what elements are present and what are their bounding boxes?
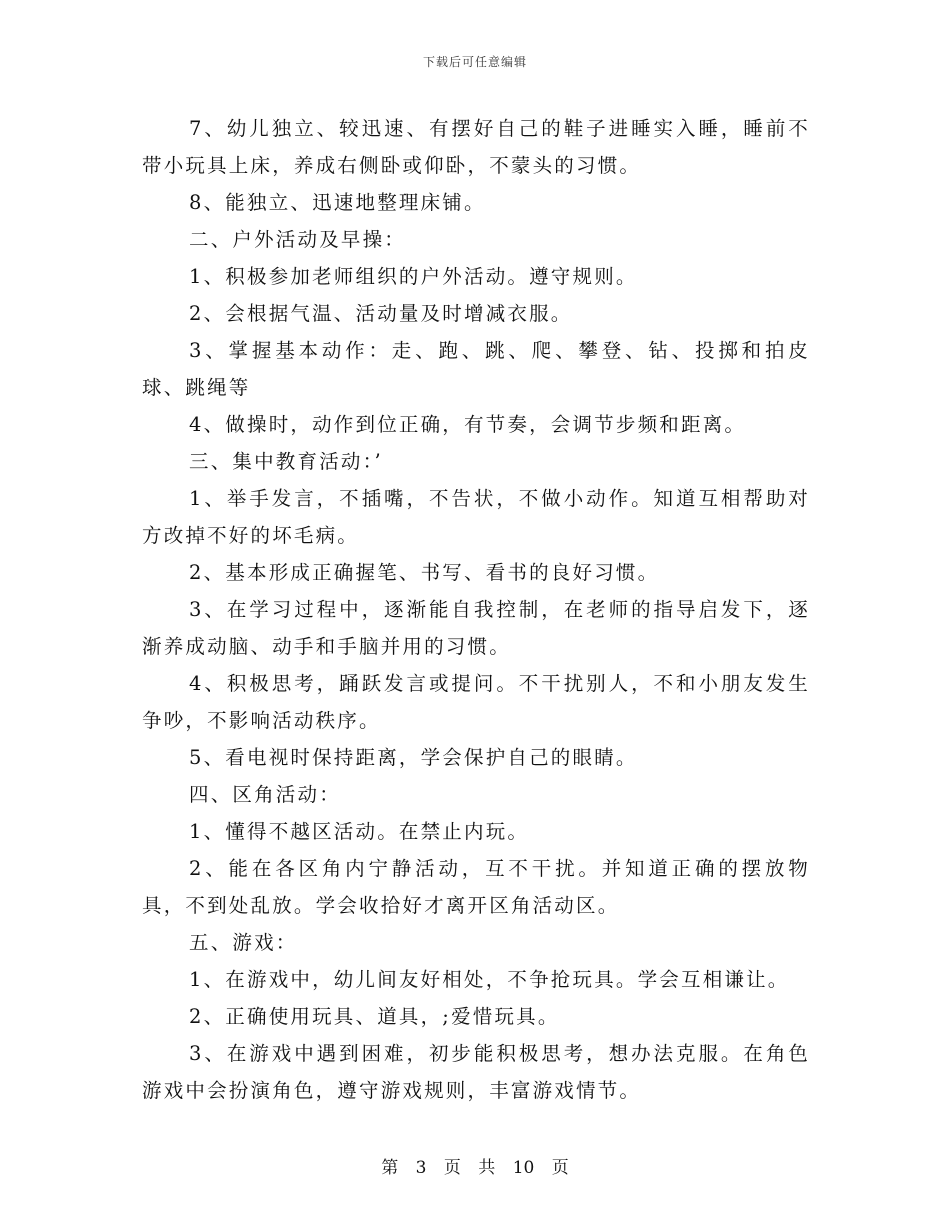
paragraph: 3、掌握基本动作：走、跑、跳、爬、攀登、钻、投掷和拍皮球、跳绳等 xyxy=(142,339,810,399)
paragraph: 1、在游戏中，幼儿间友好相处，不争抢玩具。学会互相谦让。 xyxy=(189,968,790,991)
footer-total-word: 共 xyxy=(478,1158,496,1178)
section-heading: 四、区角活动： xyxy=(189,783,341,806)
document-body xyxy=(142,110,810,1109)
paragraph: 5、看电视时保持距离，学会保护自己的眼睛。 xyxy=(189,746,638,769)
header-note: 下载后可任意编辑 xyxy=(422,55,527,69)
paragraph: 4、积极思考，踊跃发言或提问。不干扰别人，不和小朋友发生争吵，不影响活动秩序。 xyxy=(142,672,810,732)
paragraph: 2、基本形成正确握笔、书写、看书的良好习惯。 xyxy=(189,561,660,584)
paragraph: 8、能独立、迅速地整理床铺。 xyxy=(189,191,486,214)
paragraph: 2、能在各区角内宁静活动，互不干扰。并知道正确的摆放物具，不到处乱放。学会收拾好才离开区角活动区。 xyxy=(142,857,810,917)
footer-suffix: 页 xyxy=(551,1158,569,1178)
paragraph: 1、懂得不越区活动。在禁止内玩。 xyxy=(189,820,530,843)
paragraph: 2、正确使用玩具、道具，;爱惜玩具。 xyxy=(189,1005,560,1028)
paragraph: 7、幼儿独立、较迅速、有摆好自己的鞋子进睡实入睡，睡前不带小玩具上床，养成右侧卧或仰卧，不蒙头的习惯。 xyxy=(142,117,810,177)
footer-current-page: 3 xyxy=(415,1158,427,1178)
section-heading: 二、户外活动及早操： xyxy=(189,228,407,251)
paragraph: 3、在游戏中遇到困难，初步能积极思考，想办法克服。在角色游戏中会扮演角色，遵守游戏规则，丰富游戏情节。 xyxy=(142,1042,810,1102)
paragraph: 2、会根据气温、活动量及时增减衣服。 xyxy=(189,302,573,325)
footer-prefix: 第 xyxy=(381,1158,399,1178)
footer-page-word: 页 xyxy=(443,1158,461,1178)
footer-total-pages: 10 xyxy=(512,1158,535,1178)
page-footer xyxy=(0,1153,950,1178)
paragraph: 1、积极参加老师组织的户外活动。遵守规则。 xyxy=(189,265,638,288)
paragraph: 3、在学习过程中，逐渐能自我控制，在老师的指导启发下，逐渐养成动脑、动手和手脑并用的习惯。 xyxy=(142,598,810,658)
paragraph: 1、举手发言，不插嘴，不告状，不做小动作。知道互相帮助对方改掉不好的坏毛病。 xyxy=(142,487,810,547)
section-heading: 五、游戏： xyxy=(189,931,298,954)
section-heading: 三、集中教育活动：’ xyxy=(189,450,383,473)
paragraph: 4、做操时，动作到位正确，有节奏，会调节步频和距离。 xyxy=(189,413,747,436)
